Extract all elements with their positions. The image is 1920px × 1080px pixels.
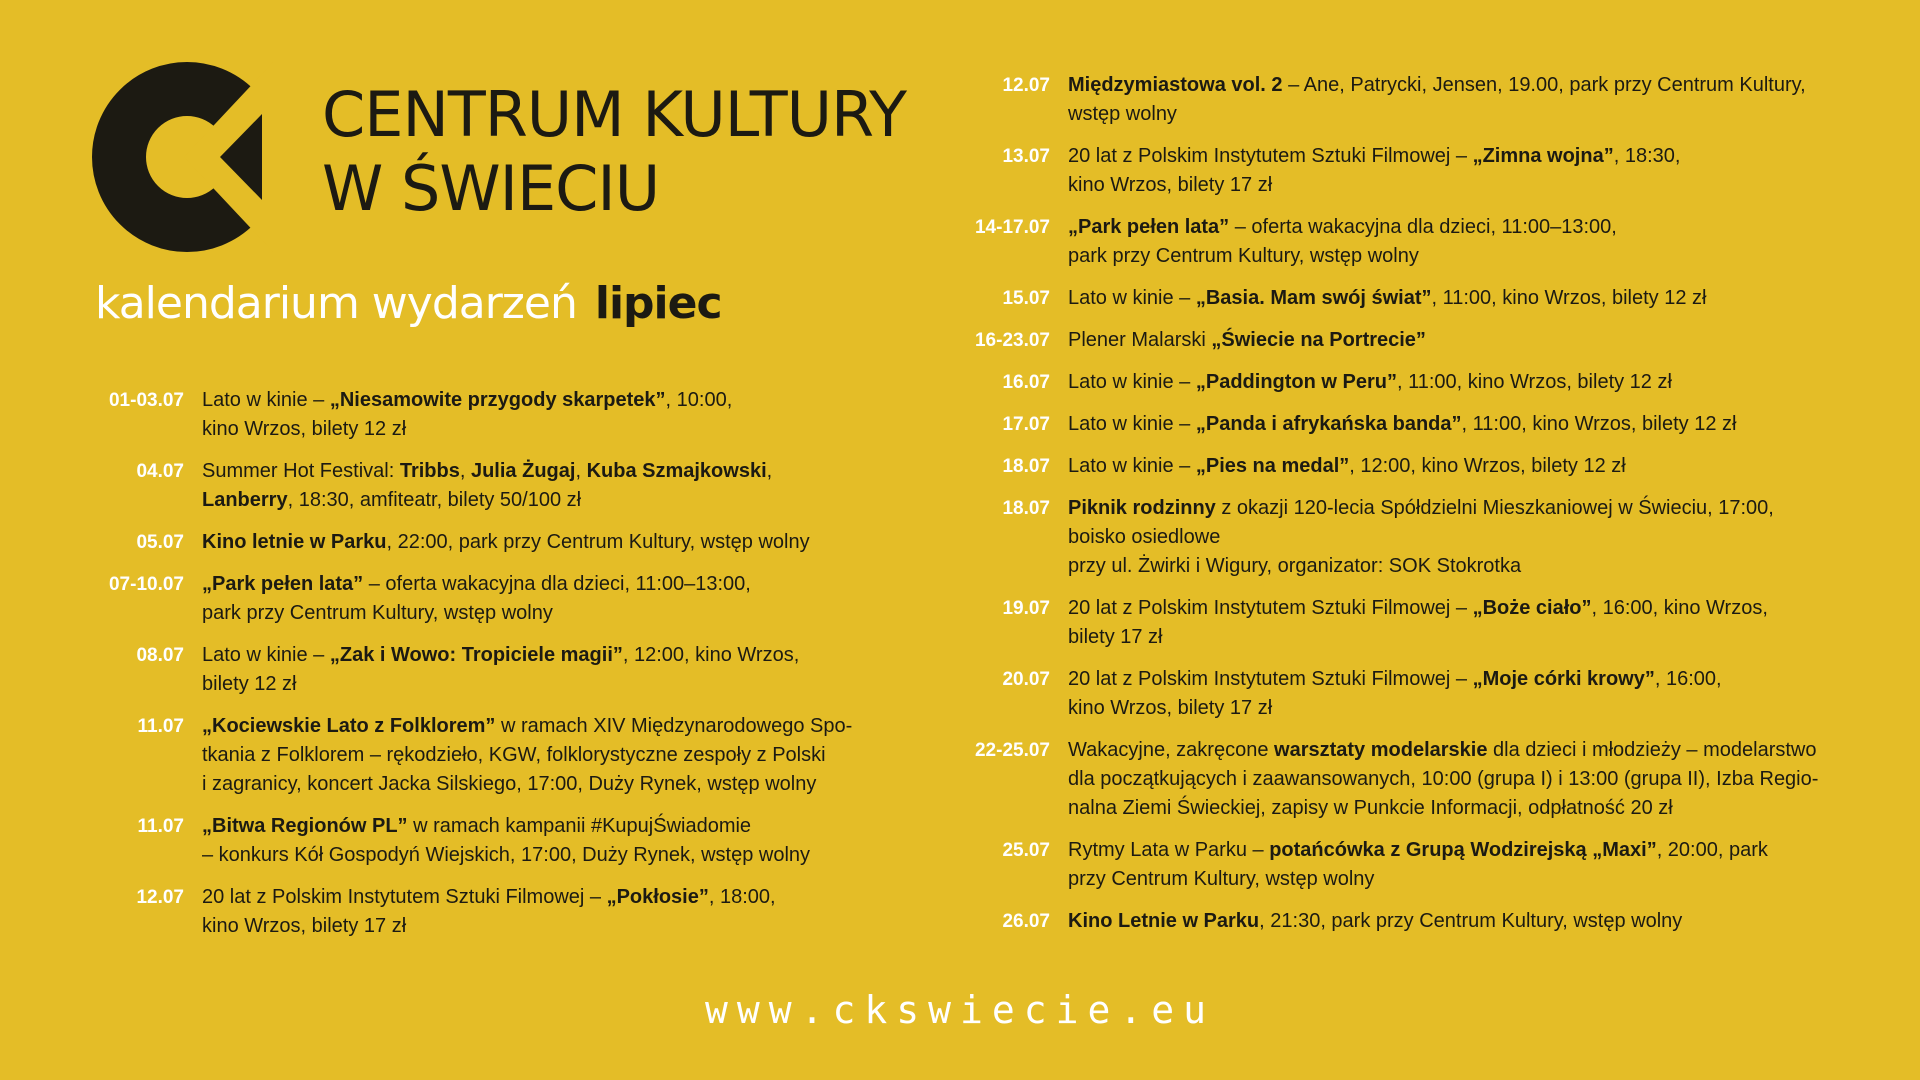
- event-text: Lato w kinie –: [1068, 455, 1196, 477]
- event-description-line: [1068, 552, 1870, 581]
- event-date: 12.07: [1002, 75, 1050, 96]
- event-description: [1068, 907, 1870, 936]
- event-description-line: [1068, 694, 1870, 723]
- event-item: [80, 712, 890, 799]
- event-description-line: [1068, 171, 1870, 200]
- org-name-line-1: CENTRUM KULTURY: [322, 78, 906, 151]
- event-description: [1068, 665, 1870, 723]
- event-date: 14-17.07: [974, 217, 1050, 238]
- event-item: [80, 641, 890, 699]
- event-text: 20 lat z Polskim Instytutem Sztuki Filmowej –: [1068, 145, 1473, 167]
- event-description-line: [202, 841, 890, 870]
- event-description-line: [1068, 494, 1870, 523]
- event-text: Plener Malarski: [1068, 329, 1212, 351]
- event-text: nalna Ziemi Świeckiej, zapisy w Punkcie Informacji, odpłatność 20 zł: [1068, 797, 1673, 819]
- event-description-line: [1068, 410, 1870, 439]
- events-column-left: [80, 386, 890, 954]
- calendar-label: kalendarium wydarzeń: [95, 278, 577, 329]
- event-date: 16-23.07: [974, 330, 1050, 351]
- event-description: [202, 570, 890, 628]
- event-highlight: Julia Żugaj: [470, 460, 576, 482]
- event-highlight: Międzymiastowa vol. 2: [1068, 74, 1283, 96]
- event-text: park przy Centrum Kultury, wstęp wolny: [1068, 245, 1419, 267]
- event-highlight: „Basia. Mam swój świat”: [1195, 287, 1432, 309]
- event-highlight: „Boże ciało”: [1472, 597, 1592, 619]
- event-highlight: „Zimna wojna”: [1472, 145, 1614, 167]
- event-highlight: „Moje córki krowy”: [1472, 668, 1655, 690]
- event-description-line: [1068, 284, 1870, 313]
- event-description: [1068, 368, 1870, 397]
- event-text: przy ul. Żwirki i Wigury, organizator: SOK Stokrotka: [1068, 555, 1522, 577]
- event-item: [80, 570, 890, 628]
- event-date: 01-03.07: [108, 390, 184, 411]
- event-text: dla dzieci i młodzieży – modelarstwo: [1487, 739, 1817, 761]
- event-highlight: „Park pełen lata”: [202, 573, 364, 595]
- event-text: kino Wrzos, bilety 12 zł: [202, 418, 407, 440]
- event-date: 15.07: [1002, 288, 1050, 309]
- event-text: Lato w kinie –: [202, 389, 330, 411]
- event-description: [1068, 71, 1870, 129]
- event-description-line: [202, 670, 890, 699]
- event-text: – konkurs Kół Gospodyń Wiejskich, 17:00, Duży Rynek, wstęp wolny: [202, 844, 811, 866]
- event-item: [940, 594, 1870, 652]
- event-description: [1068, 736, 1870, 823]
- event-text: – Ane, Patrycki, Jensen, 19.00, park przy Centrum Kultury,: [1282, 74, 1806, 96]
- event-item: [940, 907, 1870, 936]
- event-description-line: [202, 457, 890, 486]
- event-text: , 10:00,: [665, 389, 733, 411]
- event-date: 22-25.07: [974, 740, 1050, 761]
- event-description-line: [1068, 71, 1870, 100]
- event-description: [1068, 836, 1870, 894]
- event-description: [1068, 594, 1870, 652]
- event-highlight: Lanberry: [202, 489, 288, 511]
- event-description: [1068, 410, 1870, 439]
- event-text: , 22:00, park przy Centrum Kultury, wstęp wolny: [386, 531, 810, 553]
- event-text: Lato w kinie –: [202, 644, 330, 666]
- event-text: 20 lat z Polskim Instytutem Sztuki Filmowej –: [1068, 668, 1473, 690]
- event-text: , 11:00, kino Wrzos, bilety 12 zł: [1431, 287, 1707, 309]
- event-text: , 16:00,: [1654, 668, 1722, 690]
- event-description-line: [1068, 100, 1870, 129]
- event-item: [80, 457, 890, 515]
- event-date: 04.07: [136, 461, 184, 482]
- event-text: , 18:30, amfiteatr, bilety 50/100 zł: [287, 489, 582, 511]
- event-text: , 18:00,: [708, 886, 776, 908]
- event-description-line: [1068, 326, 1870, 355]
- event-text: Lato w kinie –: [1068, 371, 1196, 393]
- event-item: [940, 665, 1870, 723]
- event-date: 08.07: [136, 645, 184, 666]
- event-text: – oferta wakacyjna dla dzieci, 11:00–13:00,: [363, 573, 751, 595]
- event-item: [80, 812, 890, 870]
- event-highlight: „Paddington w Peru”: [1195, 371, 1397, 393]
- event-text: ,: [766, 460, 773, 482]
- event-text: dla początkujących i zaawansowanych, 10:00 (grupa I) i 13:00 (grupa II), Izba Regio-: [1068, 768, 1819, 790]
- event-highlight: Tribbs: [399, 460, 460, 482]
- event-text: ,: [459, 460, 471, 482]
- event-text: Rytmy Lata w Parku –: [1068, 839, 1270, 861]
- event-description: [1068, 213, 1870, 271]
- event-text: boisko osiedlowe: [1068, 526, 1221, 548]
- event-text: park przy Centrum Kultury, wstęp wolny: [202, 602, 553, 624]
- event-item: [940, 368, 1870, 397]
- event-text: , 16:00, kino Wrzos,: [1591, 597, 1768, 619]
- event-text: 20 lat z Polskim Instytutem Sztuki Filmowej –: [1068, 597, 1473, 619]
- event-text: Summer Hot Festival:: [202, 460, 400, 482]
- event-date: 19.07: [1002, 598, 1050, 619]
- event-description-line: [1068, 623, 1870, 652]
- event-text: w ramach XIV Międzynarodowego Spo-: [495, 715, 853, 737]
- event-text: , 18:30,: [1613, 145, 1681, 167]
- event-highlight: Kino letnie w Parku: [202, 531, 387, 553]
- event-date: 18.07: [1002, 456, 1050, 477]
- event-description: [1068, 284, 1870, 313]
- event-description-line: [1068, 794, 1870, 823]
- event-description-line: [1068, 368, 1870, 397]
- event-text: tkania z Folklorem – rękodzieło, KGW, folklorystyczne zespoły z Polski: [202, 744, 826, 766]
- event-highlight: „Kociewskie Lato z Folklorem”: [202, 715, 496, 737]
- event-text: bilety 12 zł: [202, 673, 297, 695]
- website-url: www.ckswiecie.eu: [704, 988, 1216, 1032]
- event-date: 26.07: [1002, 911, 1050, 932]
- event-description-line: [1068, 836, 1870, 865]
- event-description-line: [202, 912, 890, 941]
- event-text: Lato w kinie –: [1068, 287, 1196, 309]
- calendar-heading: [95, 277, 722, 331]
- event-date: 16.07: [1002, 372, 1050, 393]
- event-description-line: [202, 883, 890, 912]
- event-date: 11.07: [137, 816, 184, 837]
- event-item: [940, 452, 1870, 481]
- event-text: wstęp wolny: [1068, 103, 1177, 125]
- event-description: [202, 457, 890, 515]
- event-text: , 12:00, kino Wrzos, bilety 12 zł: [1349, 455, 1626, 477]
- event-highlight: „Panda i afrykańska banda”: [1195, 413, 1462, 435]
- event-description-line: [1068, 142, 1870, 171]
- org-name-line-2: W ŚWIECIU: [322, 152, 660, 225]
- event-date: 18.07: [1002, 498, 1050, 519]
- event-date: 13.07: [1002, 146, 1050, 167]
- event-highlight: „Park pełen lata”: [1068, 216, 1230, 238]
- event-date: 17.07: [1002, 414, 1050, 435]
- event-description-line: [1068, 765, 1870, 794]
- event-item: [80, 528, 890, 557]
- event-description: [1068, 326, 1870, 355]
- event-description-line: [1068, 242, 1870, 271]
- organization-name: [322, 78, 906, 226]
- event-highlight: Kino Letnie w Parku: [1068, 910, 1260, 932]
- event-description: [1068, 142, 1870, 200]
- event-description-line: [1068, 907, 1870, 936]
- event-highlight: „Bitwa Regionów PL”: [202, 815, 408, 837]
- event-item: [940, 142, 1870, 200]
- event-description: [202, 528, 890, 557]
- event-text: ,: [575, 460, 587, 482]
- event-highlight: „Pokłosie”: [606, 886, 709, 908]
- event-item: [940, 494, 1870, 581]
- event-text: i zagranicy, koncert Jacka Silskiego, 17:00, Duży Rynek, wstęp wolny: [202, 773, 817, 795]
- event-description: [202, 883, 890, 941]
- event-item: [940, 736, 1870, 823]
- event-date: 07-10.07: [108, 574, 184, 595]
- event-text: Wakacyjne, zakręcone: [1068, 739, 1275, 761]
- event-description-line: [1068, 523, 1870, 552]
- event-description-line: [1068, 665, 1870, 694]
- event-date: 05.07: [136, 532, 184, 553]
- event-description: [202, 712, 890, 799]
- event-highlight: Kuba Szmajkowski: [586, 460, 767, 482]
- event-description-line: [202, 812, 890, 841]
- event-description-line: [1068, 736, 1870, 765]
- event-description-line: [1068, 594, 1870, 623]
- event-description-line: [1068, 213, 1870, 242]
- event-text: bilety 17 zł: [1068, 626, 1163, 648]
- event-description-line: [202, 486, 890, 515]
- event-highlight: Piknik rodzinny: [1068, 497, 1216, 519]
- event-highlight: warsztaty modelarskie: [1274, 739, 1488, 761]
- event-item: [940, 836, 1870, 894]
- event-highlight: „Zak i Wowo: Tropiciele magii”: [329, 644, 623, 666]
- event-description-line: [202, 641, 890, 670]
- event-description-line: [1068, 452, 1870, 481]
- event-text: – oferta wakacyjna dla dzieci, 11:00–13:00,: [1229, 216, 1617, 238]
- ck-logo-icon: [92, 62, 282, 252]
- event-description-line: [202, 570, 890, 599]
- event-text: , 20:00, park: [1656, 839, 1768, 861]
- event-date: 12.07: [136, 887, 184, 908]
- event-item: [940, 213, 1870, 271]
- event-text: kino Wrzos, bilety 17 zł: [202, 915, 407, 937]
- event-date: 20.07: [1002, 669, 1050, 690]
- event-text: z okazji 120-lecia Spółdzielni Mieszkaniowej w Świeciu, 17:00,: [1215, 497, 1774, 519]
- event-description-line: [202, 741, 890, 770]
- event-highlight: potańcówka z Grupą Wodzirejską „Maxi”: [1269, 839, 1657, 861]
- event-item: [80, 386, 890, 444]
- event-description-line: [202, 415, 890, 444]
- event-description-line: [202, 599, 890, 628]
- event-text: , 12:00, kino Wrzos,: [622, 644, 800, 666]
- event-text: kino Wrzos, bilety 17 zł: [1068, 697, 1273, 719]
- event-description-line: [202, 712, 890, 741]
- event-description-line: [1068, 865, 1870, 894]
- event-text: Lato w kinie –: [1068, 413, 1196, 435]
- event-highlight: „Świecie na Portrecie”: [1211, 329, 1426, 351]
- events-column-right: [940, 71, 1870, 949]
- event-highlight: „Niesamowite przygody skarpetek”: [329, 389, 666, 411]
- event-highlight: „Pies na medal”: [1195, 455, 1350, 477]
- event-description-line: [202, 386, 890, 415]
- event-description: [202, 386, 890, 444]
- event-item: [940, 71, 1870, 129]
- event-text: kino Wrzos, bilety 17 zł: [1068, 174, 1273, 196]
- event-description-line: [202, 770, 890, 799]
- event-item: [940, 326, 1870, 355]
- event-text: 20 lat z Polskim Instytutem Sztuki Filmowej –: [202, 886, 607, 908]
- event-date: 25.07: [1002, 840, 1050, 861]
- event-text: , 21:30, park przy Centrum Kultury, wstęp wolny: [1259, 910, 1683, 932]
- event-description: [202, 641, 890, 699]
- event-item: [80, 883, 890, 941]
- event-date: 11.07: [137, 716, 184, 737]
- event-text: w ramach kampanii #KupujŚwiadomie: [407, 815, 752, 837]
- event-text: , 11:00, kino Wrzos, bilety 12 zł: [1461, 413, 1737, 435]
- event-description: [1068, 452, 1870, 481]
- event-text: przy Centrum Kultury, wstęp wolny: [1068, 868, 1375, 890]
- month-label: lipiec: [594, 278, 722, 329]
- event-text: , 11:00, kino Wrzos, bilety 12 zł: [1396, 371, 1672, 393]
- event-item: [940, 410, 1870, 439]
- event-description: [1068, 494, 1870, 581]
- event-item: [940, 284, 1870, 313]
- event-description: [202, 812, 890, 870]
- event-description-line: [202, 528, 890, 557]
